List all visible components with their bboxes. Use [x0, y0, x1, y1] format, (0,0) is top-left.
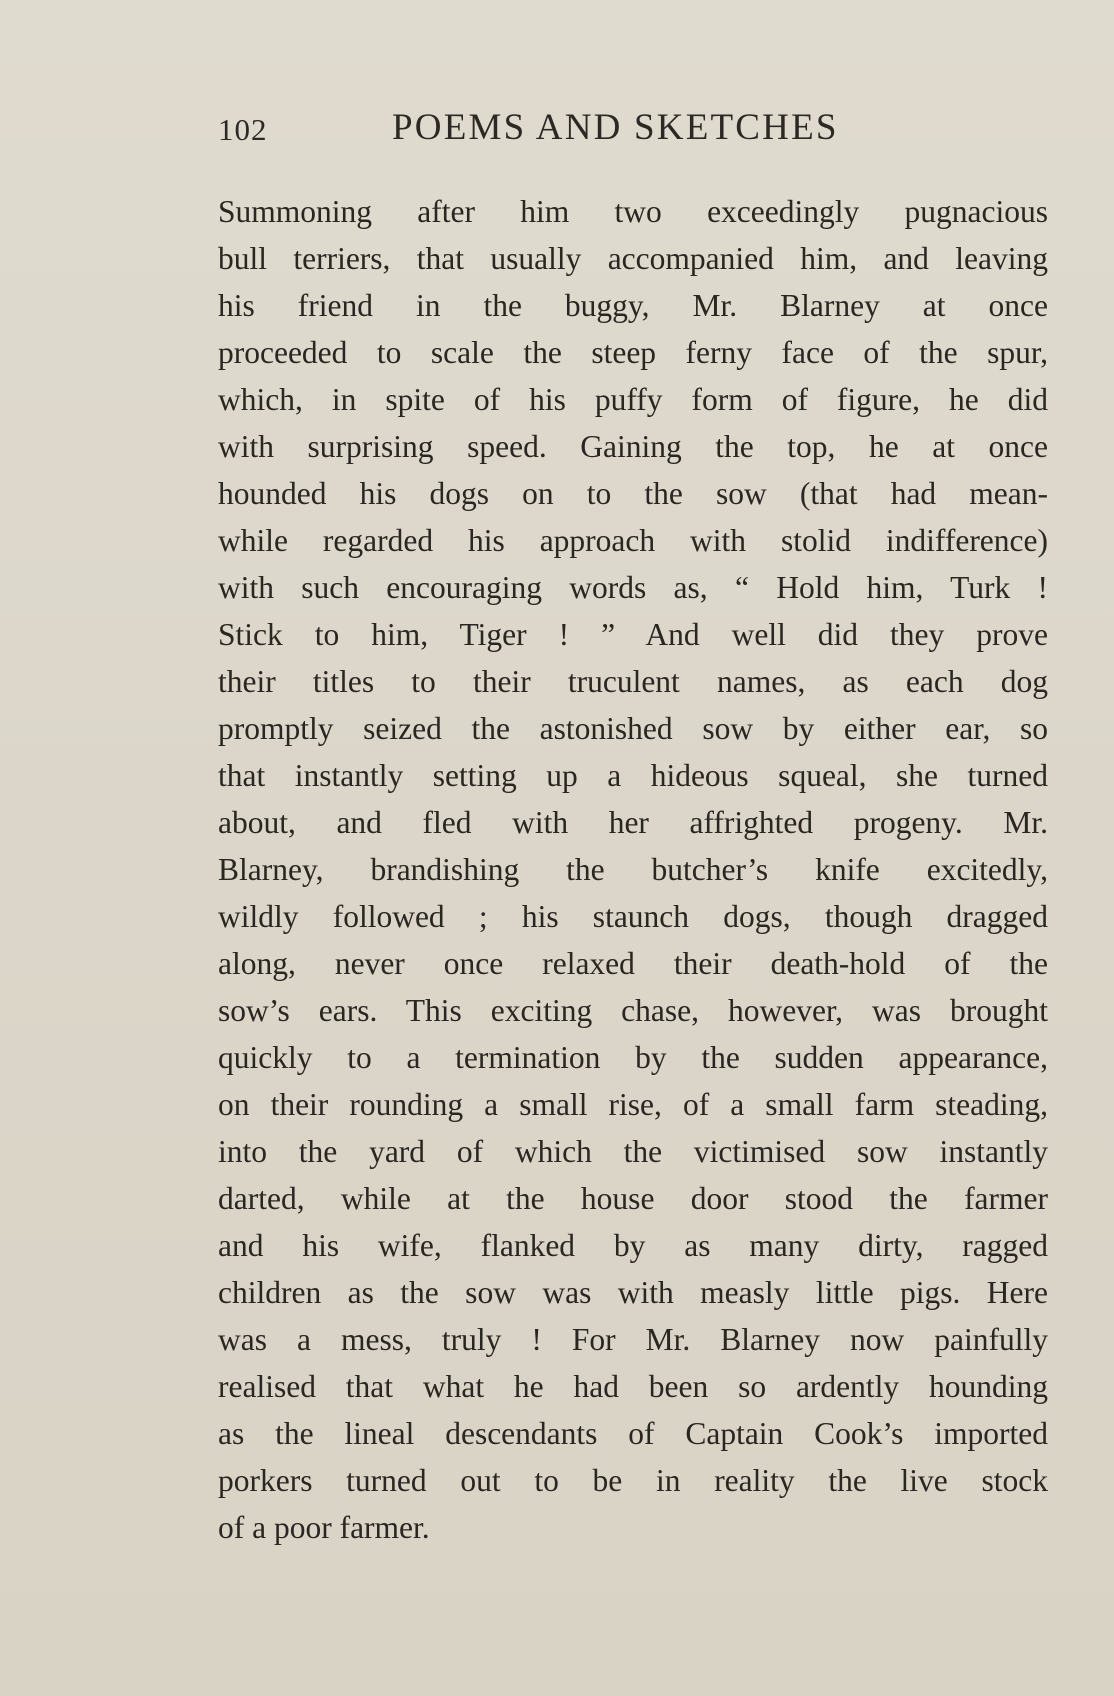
text-line: with such encouraging words as, “ Hold him, Turk ! [218, 570, 1048, 605]
text-line: as the lineal descendants of Captain Cook’s imported [218, 1416, 1048, 1451]
running-head [218, 106, 1048, 158]
text-line: Blarney, brandishing the butcher’s knife excitedly, [218, 852, 1048, 887]
text-line: was a mess, truly ! For Mr. Blarney now painfully [218, 1322, 1048, 1357]
page-number: 102 [218, 112, 268, 147]
text-line: while regarded his approach with stolid indifference) [218, 523, 1048, 558]
text-line: wildly followed ; his staunch dogs, though dragged [218, 899, 1048, 934]
text-line: Summoning after him two exceedingly pugnacious [218, 194, 1048, 229]
text-line: of a poor farmer. [218, 1510, 430, 1545]
running-title: POEMS AND SKETCHES [392, 107, 839, 148]
text-line: that instantly setting up a hideous squeal, she turned [218, 758, 1048, 793]
text-line: with surprising speed. Gaining the top, he at once [218, 429, 1048, 464]
text-line: which, in spite of his puffy form of figure, he did [218, 382, 1048, 417]
text-line: proceeded to scale the steep ferny face of the spur, [218, 335, 1048, 370]
text-line: about, and fled with her affrighted progeny. Mr. [218, 805, 1048, 840]
text-line: their titles to their truculent names, as each dog [218, 664, 1048, 699]
text-line: realised that what he had been so ardently hounding [218, 1369, 1048, 1404]
text-line: porkers turned out to be in reality the live stock [218, 1463, 1048, 1498]
text-line: hounded his dogs on to the sow (that had mean- [218, 476, 1048, 511]
text-line: darted, while at the house door stood the farmer [218, 1181, 1048, 1216]
text-line: and his wife, flanked by as many dirty, ragged [218, 1228, 1048, 1263]
text-line: bull terriers, that usually accompanied him, and leaving [218, 241, 1048, 276]
body-text [218, 188, 1048, 1551]
text-line: his friend in the buggy, Mr. Blarney at once [218, 288, 1048, 323]
text-line: sow’s ears. This exciting chase, however, was brought [218, 993, 1048, 1028]
text-line: into the yard of which the victimised sow instantly [218, 1134, 1048, 1169]
text-line: quickly to a termination by the sudden appearance, [218, 1040, 1048, 1075]
text-line: along, never once relaxed their death-hold of the [218, 946, 1048, 981]
text-line: Stick to him, Tiger ! ” And well did they prove [218, 617, 1048, 652]
text-line: on their rounding a small rise, of a small farm steading, [218, 1087, 1048, 1122]
text-line: promptly seized the astonished sow by either ear, so [218, 711, 1048, 746]
text-line: children as the sow was with measly little pigs. Here [218, 1275, 1048, 1310]
